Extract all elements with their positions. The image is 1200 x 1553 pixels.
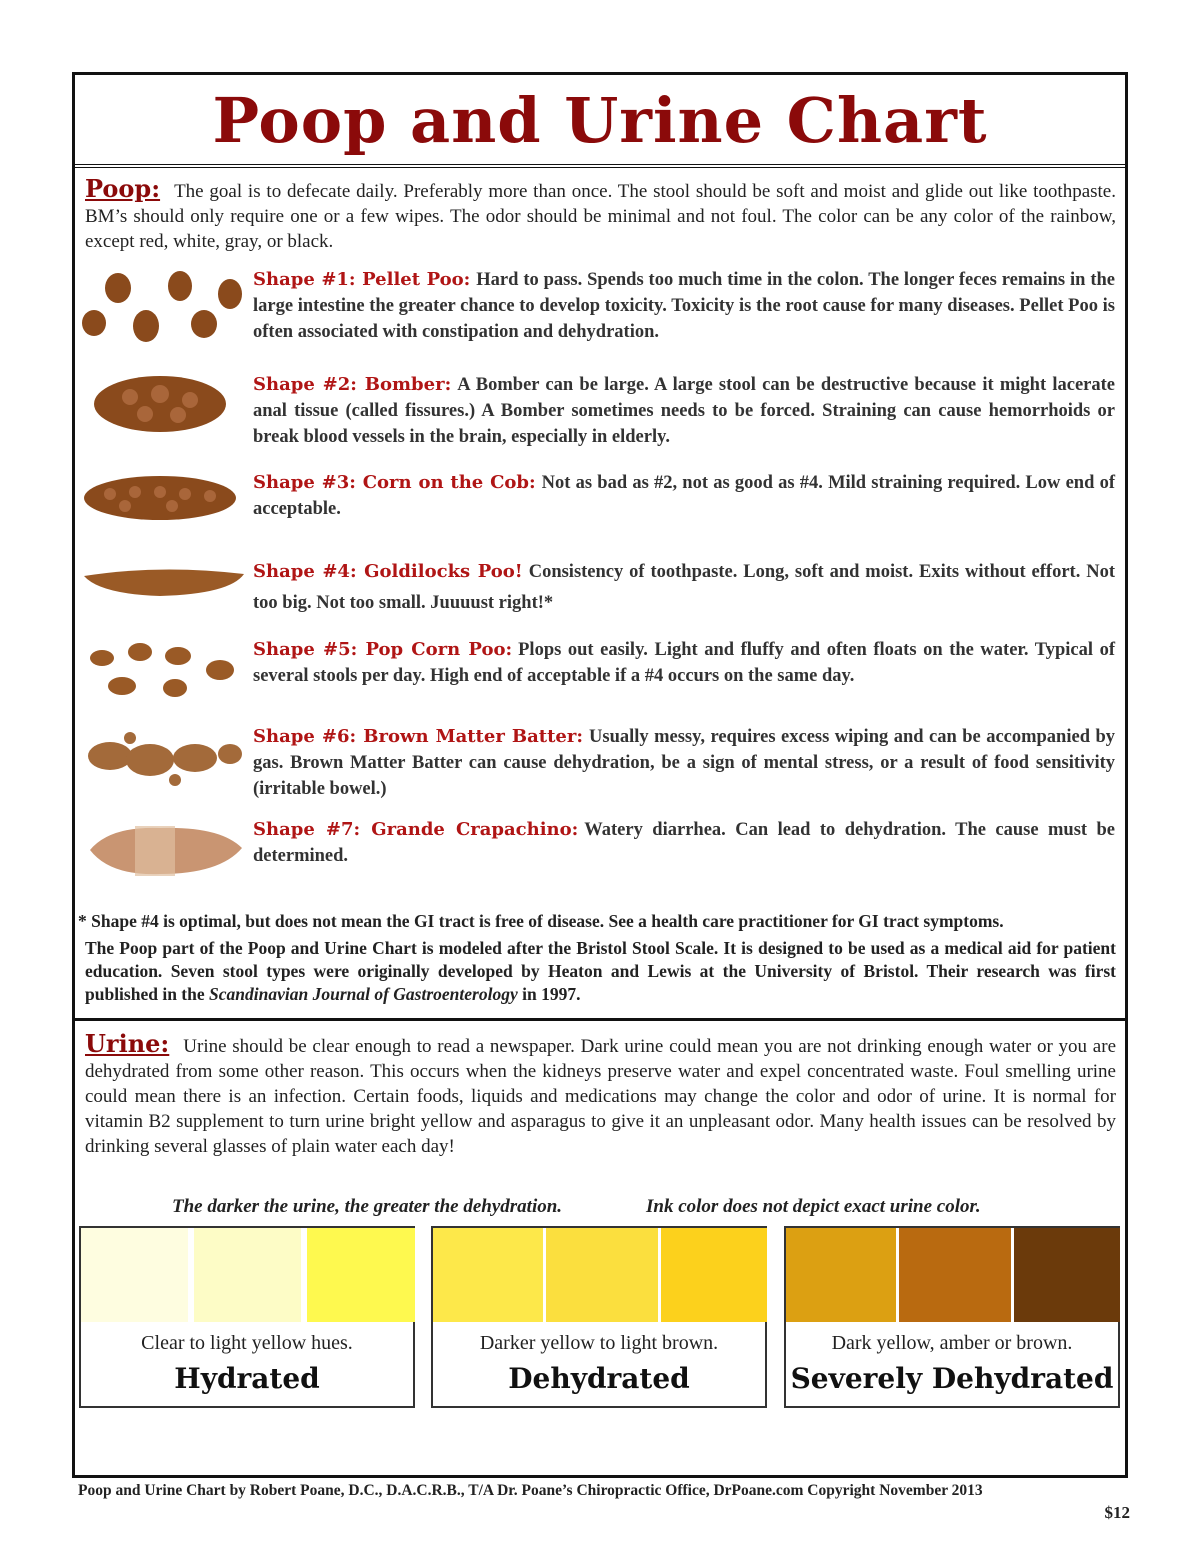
goldilocks-poo-icon	[80, 558, 248, 602]
bristol-note-text: The Poop part of the Poop and Urine Chart is modeled after the Bristol Stool Scale. It is designed to be used as a medical aid for patient education. Seven stool types were originally developed by Heaton and Lewis at the University of Bristol. Their research was first published in the	[85, 938, 1116, 1004]
shape-4-description	[253, 556, 1115, 619]
shape-4-text: Consistency of toothpaste. Long, soft and moist. Exits without effort. Not too big. Not too small. Juuuust right!*	[253, 562, 1115, 613]
urine-group-severely-dehydrated	[784, 1226, 1120, 1408]
shape-4-footnote: * Shape #4 is optimal, but does not mean the GI tract is free of disease. See a health care practitioner for GI tract symptoms.	[78, 911, 1004, 931]
group-description: Darker yellow to light brown.	[479, 1332, 719, 1354]
shape-1-text: Hard to pass. Spends too much time in the colon. The longer feces remains in the large intestine the greater chance to develop toxicity. Toxicity is the root cause for many diseases. Pellet Poo is often associated with constipation and dehydration.	[253, 270, 1115, 342]
group-status: Dehydrated	[508, 1362, 690, 1395]
pellet-poo-icon	[80, 268, 248, 348]
urine-swatch	[81, 1228, 191, 1322]
shape-3-label: Shape #3: Corn on the Cob:	[253, 472, 536, 493]
bristol-note-year: in 1997.	[517, 984, 581, 1004]
poop-intro	[85, 176, 1116, 254]
shape-7-label: Shape #7: Grande Crapachino:	[253, 819, 579, 840]
shape-5-label: Shape #5: Pop Corn Poo:	[253, 639, 513, 660]
page-title: Poop and Urine Chart	[212, 84, 988, 157]
urine-heading: Urine:	[85, 1029, 170, 1058]
shape-5-description	[253, 637, 1115, 689]
urine-intro-text: Urine should be clear enough to read a newspaper. Dark urine could mean you are not drinking enough water or you are dehydrated from some other reason. This occurs when the kidneys preserve water and expel concentrated waste. Foul smelling urine could mean there is an infection. Certain foods, liquids and medications may change the color and odor of urine. It is normal for vitamin B2 supplement to turn urine bright yellow and asparagus to give it an unpleasant odor. Many health issues can be resolved by drinking several glasses of plain water each day!	[85, 1036, 1116, 1157]
urine-intro	[85, 1031, 1116, 1159]
group-status: Severely Dehydrated	[790, 1362, 1114, 1395]
shape-2-text: A Bomber can be large. A large stool can be destructive because it might lacerate anal tissue (called fissures.) A Bomber sometimes needs to be forced. Straining can cause hemorrhoids or break blood vessels in the brain, especially in elderly.	[253, 375, 1115, 447]
urine-swatch	[194, 1228, 304, 1322]
ink-color-caption: Ink color does not depict exact urine color.	[646, 1196, 981, 1217]
pop-corn-poo-icon	[80, 640, 248, 704]
shape-6-label: Shape #6: Brown Matter Batter:	[253, 726, 584, 747]
urine-swatch	[433, 1228, 546, 1322]
group-description: Dark yellow, amber or brown.	[831, 1332, 1073, 1354]
shape-3-description	[253, 470, 1115, 522]
price: $12	[1104, 1503, 1130, 1522]
footer-credit: Poop and Urine Chart by Robert Poane, D.C., D.A.C.R.B., T/A Dr. Poane’s Chiropractic Office, DrPoane.com Copyright November 2013	[78, 1482, 983, 1499]
shape-7-description	[253, 817, 1115, 869]
section-divider	[72, 1018, 1128, 1021]
journal-name: Scandinavian Journal of Gastroenterology	[209, 984, 518, 1004]
shape-4-label: Shape #4: Goldilocks Poo!	[253, 561, 523, 582]
shape-7-text: Watery diarrhea. Can lead to dehydration. The cause must be determined.	[253, 820, 1116, 866]
shape-2-description	[253, 372, 1115, 450]
poop-intro-text: The goal is to defecate daily. Preferably more than once. The stool should be soft and moist and glide out like toothpaste. BM’s should only require one or a few wipes. The odor should be minimal and not foul. The color can be any color of the rainbow, except red, white, gray, or black.	[85, 181, 1116, 252]
dehydration-caption: The darker the urine, the greater the dehydration.	[172, 1196, 563, 1217]
grande-crapachino-icon	[80, 818, 248, 882]
urine-group-dehydrated	[431, 1226, 767, 1408]
poop-heading: Poop:	[85, 174, 161, 203]
urine-swatch	[899, 1228, 1014, 1322]
urine-swatch	[307, 1228, 415, 1322]
brown-matter-batter-icon	[80, 726, 248, 790]
group-status: Hydrated	[174, 1362, 320, 1395]
title-box	[72, 72, 1128, 168]
shape-6-text: Usually messy, requires excess wiping and can be accompanied by gas. Brown Matter Batter can cause dehydration, be a sign of mental stress, or a result of food sensitivity (irritable bowel.)	[253, 727, 1115, 799]
urine-swatch	[1014, 1228, 1120, 1322]
shape-2-label: Shape #2: Bomber:	[253, 374, 452, 395]
shape-5-text: Plops out easily. Light and fluffy and often floats on the water. Typical of several stools per day. High end of acceptable if a #4 occurs on the same day.	[253, 640, 1116, 686]
urine-swatch	[661, 1228, 767, 1322]
corn-on-cob-icon	[80, 470, 248, 526]
urine-swatch	[786, 1228, 899, 1322]
shape-6-description	[253, 724, 1115, 802]
shape-3-text: Not as bad as #2, not as good as #4. Mild straining required. Low end of acceptable.	[253, 473, 1115, 519]
urine-swatch	[546, 1228, 661, 1322]
shape-1-label: Shape #1: Pellet Poo:	[253, 269, 471, 290]
bristol-note	[85, 937, 1116, 1006]
group-description: Clear to light yellow hues.	[141, 1332, 353, 1354]
shape-1-description	[253, 267, 1115, 345]
urine-group-hydrated	[79, 1226, 415, 1408]
bomber-icon	[80, 372, 248, 436]
